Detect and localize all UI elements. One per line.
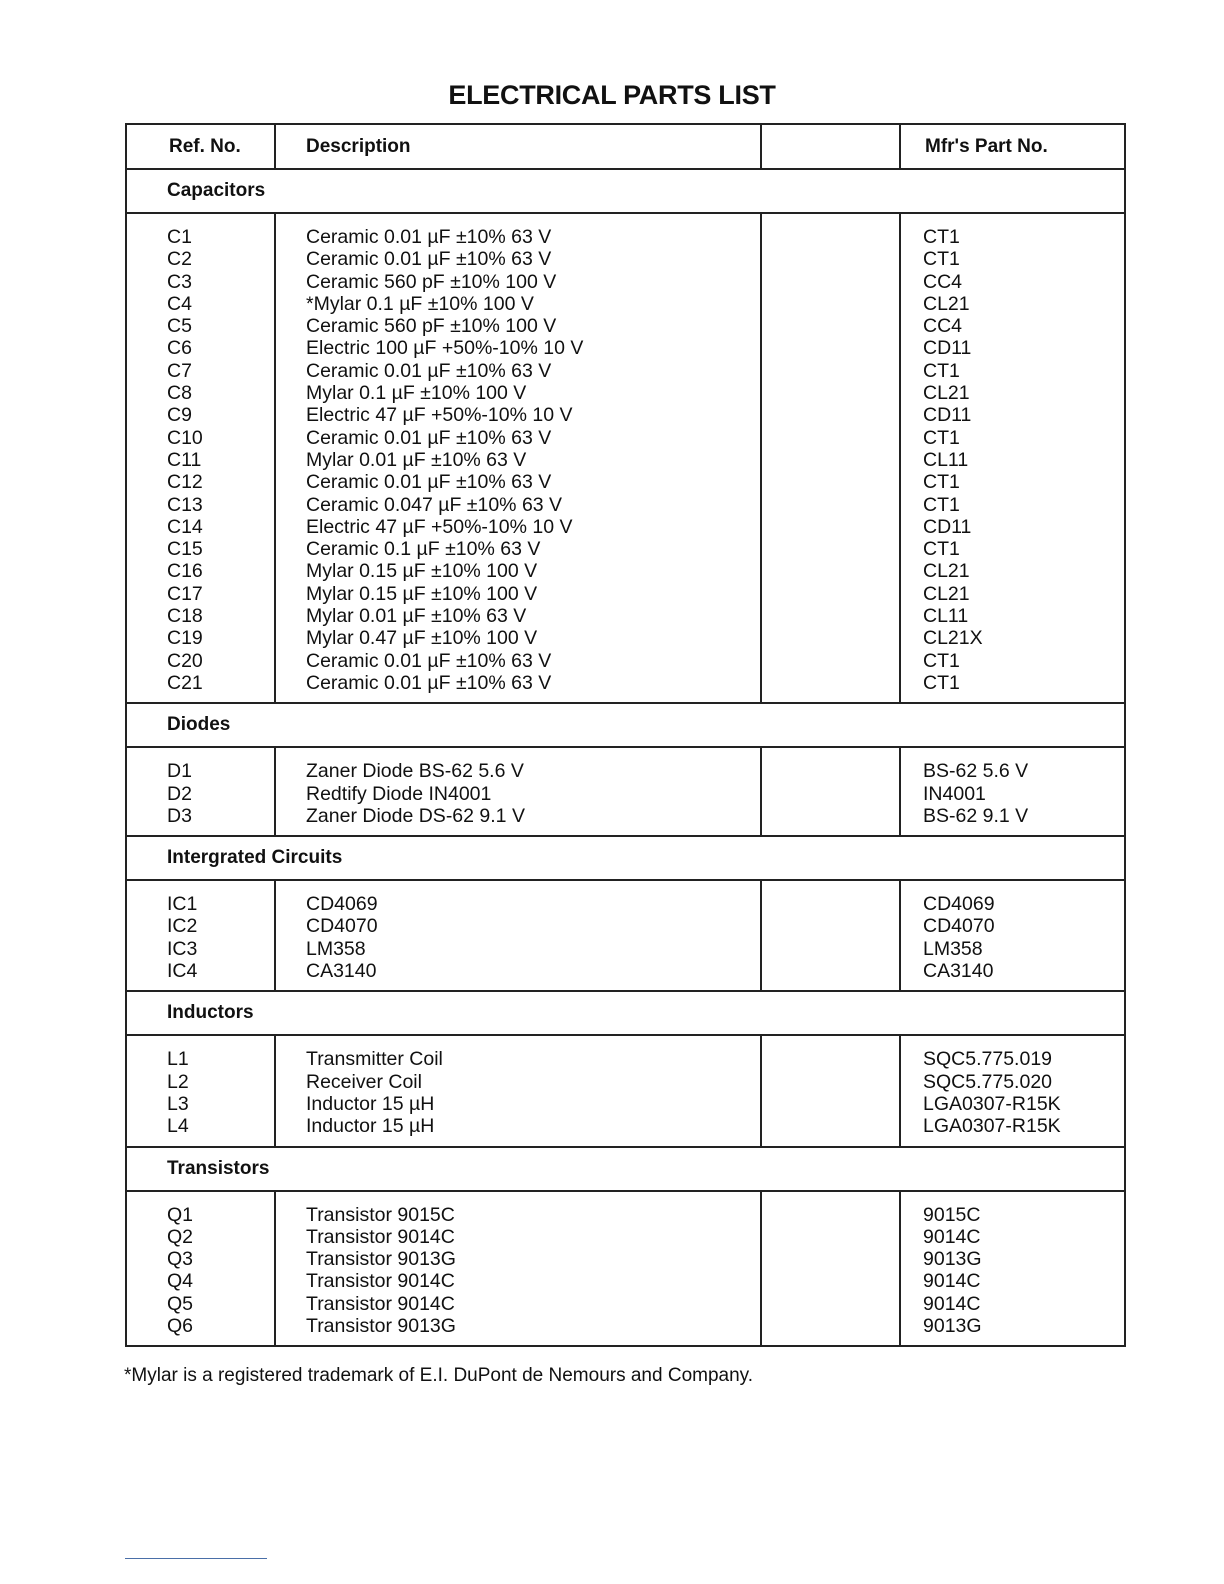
section-title: Inductors	[167, 1002, 254, 1024]
bottom-rule	[125, 1558, 267, 1559]
description-cell: Mylar 0.01 µF ±10% 63 V	[306, 605, 527, 628]
ref-cell: C8	[167, 382, 192, 405]
description-cell: Ceramic 560 pF ±10% 100 V	[306, 270, 557, 293]
description-cell: Inductor 15 µH	[306, 1115, 435, 1138]
mfr-part-cell: 9015C	[923, 1203, 981, 1226]
mfr-part-cell: CA3140	[923, 960, 994, 983]
ref-cell: C5	[167, 315, 192, 338]
mfr-part-cell: 9013G	[923, 1314, 982, 1337]
description-cell: Mylar 0.15 µF ±10% 100 V	[306, 560, 538, 583]
description-column	[274, 881, 760, 990]
description-cell: Ceramic 0.01 µF ±10% 63 V	[306, 649, 552, 672]
mfr-part-cell: CT1	[923, 248, 960, 271]
description-cell: Redtify Diode IN4001	[306, 782, 492, 805]
ref-cell: C18	[167, 605, 203, 628]
ref-cell: IC2	[167, 915, 198, 938]
ref-cell: C16	[167, 560, 203, 583]
description-cell: Ceramic 0.01 µF ±10% 63 V	[306, 359, 552, 382]
blank-column	[760, 748, 899, 835]
ref-column	[127, 881, 274, 990]
ref-cell: D3	[167, 804, 192, 827]
ref-cell: Q1	[167, 1203, 194, 1226]
mfr-part-cell: SQC5.775.020	[923, 1070, 1053, 1093]
mfr-part-cell: CD11	[923, 337, 972, 360]
ref-cell: C2	[167, 248, 192, 271]
description-column	[274, 1192, 760, 1346]
ref-cell: C15	[167, 538, 203, 561]
section-title: Diodes	[167, 714, 231, 736]
description-cell: Electric 47 µF +50%-10% 10 V	[306, 404, 573, 427]
description-cell: Ceramic 0.01 µF ±10% 63 V	[306, 471, 552, 494]
ref-column	[127, 1036, 274, 1145]
mfr-part-cell: LGA0307-R15K	[923, 1115, 1061, 1138]
ref-cell: Q6	[167, 1314, 194, 1337]
ref-cell: L1	[167, 1048, 189, 1071]
mfr-part-cell: 9014C	[923, 1270, 981, 1293]
ref-cell: C9	[167, 404, 192, 427]
mfr-part-cell: CL21	[923, 582, 970, 605]
description-column	[274, 748, 760, 835]
description-cell: Receiver Coil	[306, 1070, 422, 1093]
section-title: Capacitors	[167, 180, 266, 201]
table-header	[127, 123, 1124, 170]
col-header-ref: Ref. No.	[169, 135, 241, 157]
mfr-part-cell: CD4070	[923, 915, 995, 938]
description-cell: Ceramic 0.01 µF ±10% 63 V	[306, 671, 552, 694]
ref-cell: C1	[167, 226, 192, 248]
mfr-part-cell: CT1	[923, 649, 960, 672]
ref-cell: IC3	[167, 937, 198, 960]
mfr-part-cell: CL21X	[923, 627, 983, 650]
mfr-part-cell: CC4	[923, 315, 963, 338]
ref-cell: Q3	[167, 1248, 194, 1271]
mfr-part-cell: CD4069	[923, 893, 995, 916]
section-group	[127, 1192, 1124, 1348]
ref-cell: L3	[167, 1092, 189, 1115]
ref-column	[127, 748, 274, 835]
mfr-part-cell: CT1	[923, 226, 960, 248]
description-cell: Ceramic 0.01 µF ±10% 63 V	[306, 248, 552, 271]
ref-column	[127, 214, 274, 702]
mfr-part-column	[899, 214, 1124, 702]
blank-column	[760, 1192, 899, 1346]
description-cell: Transistor 9014C	[306, 1292, 455, 1315]
mfr-part-cell: BS-62 5.6 V	[923, 760, 1029, 783]
mfr-part-cell: 9013G	[923, 1248, 982, 1271]
description-cell: LM358	[306, 937, 366, 960]
table-body	[127, 170, 1124, 1347]
section-group	[127, 881, 1124, 992]
description-cell: Mylar 0.01 µF ±10% 63 V	[306, 448, 527, 471]
mfr-part-cell: BS-62 9.1 V	[923, 804, 1029, 827]
description-column	[274, 1036, 760, 1145]
description-cell: Zaner Diode DS-62 9.1 V	[306, 804, 525, 827]
ref-cell: L4	[167, 1115, 189, 1138]
description-cell: Mylar 0.15 µF ±10% 100 V	[306, 582, 538, 605]
description-cell: Ceramic 0.01 µF ±10% 63 V	[306, 226, 552, 248]
ref-cell: C3	[167, 270, 192, 293]
ref-cell: C20	[167, 649, 203, 672]
blank-column	[760, 1036, 899, 1145]
description-cell: Mylar 0.1 µF ±10% 100 V	[306, 382, 527, 405]
description-cell: Zaner Diode BS-62 5.6 V	[306, 760, 524, 783]
mfr-part-cell: CC4	[923, 270, 963, 293]
description-cell: Electric 47 µF +50%-10% 10 V	[306, 515, 573, 538]
footnote: *Mylar is a registered trademark of E.I. DuPont de Nemours and Company.	[124, 1365, 754, 1386]
description-cell: Mylar 0.47 µF ±10% 100 V	[306, 627, 538, 650]
ref-cell: C10	[167, 426, 203, 449]
section-header	[127, 704, 1124, 748]
mfr-part-cell: CT1	[923, 538, 960, 561]
ref-column	[127, 1192, 274, 1346]
ref-cell: C6	[167, 337, 192, 360]
mfr-part-cell: IN4001	[923, 782, 986, 805]
ref-cell: Q5	[167, 1292, 194, 1315]
ref-cell: C13	[167, 493, 203, 516]
ref-cell: C19	[167, 627, 203, 650]
mfr-part-cell: SQC5.775.019	[923, 1048, 1053, 1071]
description-cell: Transistor 9014C	[306, 1225, 455, 1248]
mfr-part-cell: CT1	[923, 671, 960, 694]
description-cell: Ceramic 0.01 µF ±10% 63 V	[306, 426, 552, 449]
ref-cell: Q2	[167, 1225, 194, 1248]
col-header-blank	[760, 125, 899, 168]
mfr-part-column	[899, 1192, 1124, 1346]
description-cell: Ceramic 0.1 µF ±10% 63 V	[306, 538, 541, 561]
section-group	[127, 1036, 1124, 1147]
mfr-part-cell: CD11	[923, 515, 972, 538]
ref-cell: C21	[167, 671, 203, 694]
blank-column	[760, 881, 899, 990]
mfr-part-cell: CL11	[923, 605, 969, 628]
section-header	[127, 1148, 1124, 1192]
mfr-part-cell: LGA0307-R15K	[923, 1092, 1061, 1115]
description-cell: Transistor 9014C	[306, 1270, 455, 1293]
col-header-mfr-part: Mfr's Part No.	[899, 125, 1124, 168]
description-cell: CD4069	[306, 893, 378, 916]
ref-cell: C7	[167, 359, 192, 382]
mfr-part-cell: CT1	[923, 471, 960, 494]
mfr-part-cell: CL11	[923, 448, 969, 471]
ref-cell: C11	[167, 448, 202, 471]
mfr-part-column	[899, 881, 1124, 990]
description-cell: Transmitter Coil	[306, 1048, 443, 1071]
mfr-part-cell: CT1	[923, 359, 960, 382]
mfr-part-column	[899, 748, 1124, 835]
mfr-part-cell: 9014C	[923, 1225, 981, 1248]
description-cell: CA3140	[306, 960, 377, 983]
section-header	[127, 170, 1124, 214]
col-header-description: Description	[274, 125, 760, 168]
ref-cell: C12	[167, 471, 203, 494]
ref-cell: C4	[167, 292, 192, 315]
description-cell: Transistor 9013G	[306, 1314, 456, 1337]
section-header	[127, 992, 1124, 1036]
page-title: ELECTRICAL PARTS LIST	[448, 80, 776, 110]
mfr-part-cell: CD11	[923, 404, 972, 427]
mfr-part-column	[899, 1036, 1124, 1145]
description-cell: Transistor 9015C	[306, 1203, 455, 1226]
ref-cell: C17	[167, 582, 203, 605]
ref-cell: L2	[167, 1070, 189, 1093]
mfr-part-cell: LM358	[923, 937, 983, 960]
mfr-part-cell: CL21	[923, 292, 970, 315]
mfr-part-cell: CT1	[923, 493, 960, 516]
section-title: Transistors	[167, 1157, 270, 1179]
description-cell: Ceramic 560 pF ±10% 100 V	[306, 315, 557, 338]
section-title: Intergrated Circuits	[167, 847, 343, 869]
ref-cell: IC4	[167, 960, 198, 983]
parts-table	[125, 123, 1126, 1347]
ref-cell: Q4	[167, 1270, 194, 1293]
mfr-part-cell: CL21	[923, 382, 970, 405]
description-cell: Ceramic 0.047 µF ±10% 63 V	[306, 493, 563, 516]
ref-cell: D1	[167, 760, 192, 783]
section-group	[127, 748, 1124, 837]
description-cell: CD4070	[306, 915, 378, 938]
mfr-part-cell: 9014C	[923, 1292, 981, 1315]
description-cell: Electric 100 µF +50%-10% 10 V	[306, 337, 584, 360]
ref-cell: C14	[167, 515, 203, 538]
mfr-part-cell: CL21	[923, 560, 970, 583]
ref-cell: D2	[167, 782, 192, 805]
ref-cell: IC1	[167, 893, 198, 916]
description-cell: Transistor 9013G	[306, 1248, 456, 1271]
description-cell: Inductor 15 µH	[306, 1092, 435, 1115]
description-cell: *Mylar 0.1 µF ±10% 100 V	[306, 292, 534, 315]
mfr-part-cell: CT1	[923, 426, 960, 449]
blank-column	[760, 214, 899, 702]
description-column	[274, 214, 760, 702]
section-header	[127, 837, 1124, 881]
section-group	[127, 214, 1124, 704]
